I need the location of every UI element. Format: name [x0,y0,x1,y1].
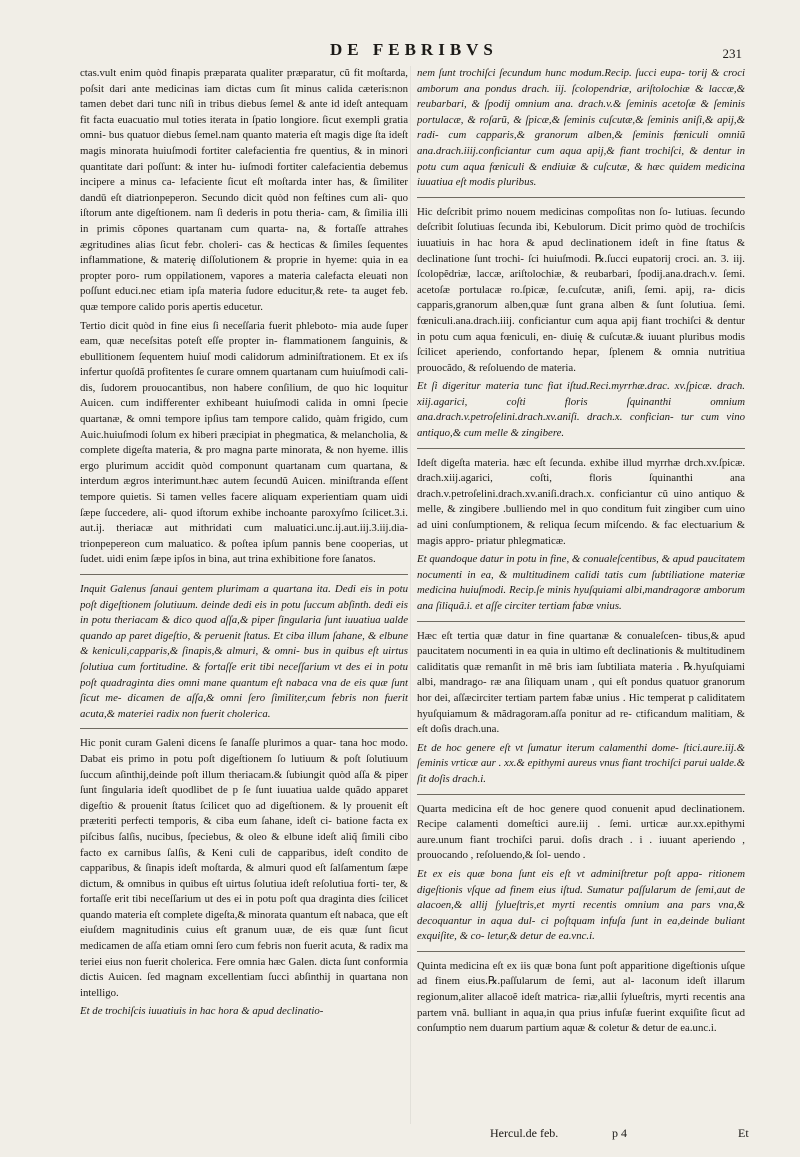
section-rule [417,951,745,952]
running-title: DE FEBRIBVS [330,40,498,59]
commentary-paragraph: ctas.vult enim quòd finapis præparata qualiter præparatur, cũ fit moſtarda, poſsit dari ante medicinas iam dictas cum ſit minus calida cæteris:non tamen debet dari tunc niſi in tribus diebus ſemel & ante id ideſt antequam fit facta euacuatio mul toties iterata in ſpatio longiore. ſicut exempli gratia omni- bus quatuor diebus ſemel.nam quanto materia eſt magis dige ſta ideſt magis minorata huiuſmodi fortiter calefacientia fre quentius, & in minori quantitate dari poſſunt: & inter hu- iuſmodi fortiter calefacientia debemus incipere a minus ca- lefaciente ſicut eſt moſtarda inter has, & ſimiliter dandū eſt diatrionpeperon. Secundo dicit quòd non feſtines cum ali- quo iſtorum ante digeſtionem. nam ſi dederis in potu theria- cam, & ſimilia illi in primis cõpones quartanam cum quarta- na, & fortaſſe attrahes ægritudines alias ſicut febr. choleri- cas & hecticas & ſimiles ſequentes inflammatione, & materię diſſolutionem & proprie in hyeme: quia in ea propter poro- rum oppilationem, vapores a materia calefacta eleuati non poſſunt educi.nec etiam ipſa materia ſudore educitur,& rete- ta auget feb. quæ tempore calido poris apertis educetur. [80,67,408,313]
catchword: Et [738,1126,749,1140]
page-number: 231 [722,46,742,61]
italic-quotation-paragraph: Et de trochiſcis iuuatiuis in hac hora & apud declinatio- [80,1005,324,1018]
commentary-paragraph: Hic deſcribit primo nouem medicinas compoſitas non ſo- lutiuas. ſecundo deſcribit ſolutiuas ſecunda ibi, Kebulorum. Dicit primo quòd de trochiſcis iuuatiuis in hac hora & apud declinationem ideſt in fine ſtatus & declinatione ſunt trochi- ſci huiuſmodi. ℞.ſucci eupatorij croci. an. 3. iij. ſcolopẽdriæ, laccæ, ariſtolochiæ, & reubarbari, ſpodij.ana.drach.v. ſemi. acetoſæ portulacæ ro.ſpicæ, ſe.cuſcutæ, aniſi, ſemi. apij, ra- dicis capparis,granorum alben,quæ ſunt grana alben & ſunt ſolutiua. ſemi. fœniculi.ana.drach.iiij. conficiantur cum aqua apij fiant trochiſci & dentur in potu cum aqua fœniculi, en- diuię & cuſcutæ.& iuuant pluribus modis ſcilicet aperiendo, confortando hepar, ſplenem & omnia nutritiua prouocãdo, & reſoluendo de materia. [417,205,745,374]
page-header [0,38,800,64]
section-rule [417,621,745,622]
commentary-paragraph: Quarta medicina eſt de hoc genere quod conuenit apud declinationem. Recipe calamenti domeſtici aure.iij . ſemi. urticæ aur.xx.epithymi aure.unum fiant trochiſci parui. doſis drach . i . iuuant aperiendo , prouocando , reſoluendo,& ſol- uendo . [417,802,745,862]
commentary-paragraph: Hæc eſt tertia quæ datur in fine quartanæ & conualeſcen- tibus,& apud paucitatem nocumenti in ea quia in ultimo eſt declinationis & multitudinem caliditatis quæ remanſit in mẽ bris iam ſubtiliata materia . ℞.hyuſquiami albi, mandrago- ræ ana ſiliquam unam , qui eſt pondus quatuor granorum hor dei, aſſæcirciter tertiam partem fabæ unius . Hic temperat p caliditatem hyuſquiamum & mãdragoram.aſſa ponitur ad re- ctificandum malitiam, & eſt doſis drach.una. [417,629,745,736]
italic-quotation-paragraph: Et ſi digeritur materia tunc fiat iſtud.Reci.myrrhæ.drac. xv.ſpicæ. drach. xiij.agarici, coſti floris ſquinanthi omnium ana.drach.v.petroſelini.drach.xv.aniſi. drach.x. confician- tur cum vino antiquo,& cum melle & zingibere. [417,380,745,440]
italic-quotation-paragraph: Et de hoc genere eſt vt ſumatur iterum calamenthi dome- ſtici.aure.iij.& ſeminis vrticæ aur . xx.& epithymi aureus vnus fiant trochiſci parui ualde.& ſit doſis drach.i. [417,741,745,785]
commentary-paragraph: Ideſt digeſta materia. hæc eſt ſecunda. exhibe illud myrrhæ drch.xv.ſpicæ. drach.xiij.agarici, coſti, floris ſquinanthi ana drach.v.petroſelini.drach.xv.aniſi.drach.x. conficiantur cũ uino antiquo & melle, & zingibere .bulliendo mel in quo conditum fuit zingiber cum uino ad uini conſumptionem, & reliqua ſecum miſcendo. & fac electuarium & magis appro- priatur phlegmaticæ. [417,456,745,547]
signature-mark: p 4 [612,1126,627,1140]
section-rule [80,728,408,729]
section-rule [417,794,745,795]
commentary-paragraph: Hic ponit curam Galeni dicens ſe ſanaſſe plurimos a quar- tana hoc modo. Dabat eis primo in potu poſt digeſtionem ſo lutiuum & poſt ſolutiuum ſuccum aſinthij,deinde poſt illum theriacam.& ſubiungit quòd aſſa & piper ſunt ſingularia ideſt quodlibet de p ſe ſunt iuuatiua ualde quãdo apparet digeſtio & prouenit ſtatus ſcilicet quo ad digeſtionem. & ly prouenit eſt præteriti perfecti temporis, & ciba eum ſahane, ideſt ci- batione facta ex piſcibus ſalſis, nucibus, ſpeciebus, & oleo & elbune ideſt aliq̃ ſimili cibo facto ex carnibus ſalſis, & Keni culi de capparibus, ideſt condito de capparibus, & ſinapis ideſt moſtarda, & almuri quod eſt ſalſamentum ſæpe dictum, & omnibus in quibus eſt uirtus ſolutiua ideſt reſolutiua forti- ter, & fortaſſe erit tibi neceſſarium ut des ei in potu poſt qua draginta dies ſcilicet quando materia eſt complete digeſta,& minorata quantum eſt nabaca, que eſt eiuſdem magnitudinis cuius eſt granum uuæ, de eis quæ ſunt ſicut medicamen de aſſa etiam omni ſero cum febris non fuerit acuta, & radix ma teriei eius non fuerit cholerica. Fere omnia hæc Galen. dicta ſunt conformia dictis Auicen. ſed magnam excellentiam ſucci abſinthij in quartana non intelligo. [80,737,408,999]
left-column [80,66,408,1124]
page-footer [0,1124,800,1146]
commentary-paragraph: Tertio dicit quòd in fine eius ſi neceſſaria fuerit phleboto- mia aude ſuper eam, quæ neceſsitas poteſt eſſe propter in- flammationem ſanguinis, & ebullitionem ſequentem huiuſ modi calidorum adminiſtrationem. Et ex iſs infertur quoſdã profitentes ſe curare omnem quartanam cum huiuſmodi cali- dis, ſudorem prouocantibus, non habere conſilium, de quo hic loquitur Auicen. cum indifferenter exhibeant huiuſmodi calida in omni ſpecie quartanæ, & omni tempore ipſius tam tempore calido, quàm frigido, cum Auic.huiuſmodi ſolum ex hiberi præcipiat in phegmatica, & melancholia, & complete digeſta materia, & pro magna parte minorata, & non hyeme. illis ergo plurimum accidit quòd componunt quartanam cum quartana, & interdum ægros interimunt.hæc autem ſecundũ Auicen. miniſtranda eſſent tempore quietis. Si tamen velles facere aliquam experientiam quam uidi ſæpe ſuccedere, ali- quod iſtorum exhibe inchoante paroxyſmo ſcilicet.3.i. aut.ij. theriacæ aut mithridati cum maluatici.unc.ij.aut.iij.3.iij.dia- trionpepereon cum maluatico. & poſtea ipſum pannis bene cooperias, ut ſudet. uidi enim ſæpe ipſos in bina, aut trina exhibitione fore ſanatos. [80,319,408,566]
italic-quotation-paragraph: Et quandoque datur in potu in fine, & conualeſcentibus, & apud paucitatem nocumenti in ea, & multitudinem calidi tatis cum ſubtiliatione materiæ medicina huiuſmodi. Recip.ſe minis hyuſquiami albi,mandragoræ amborum ana ſiliquã.i. et aſſe circiter tertiam fabæ vnius. [417,553,745,612]
italic-quotation-paragraph: nem ſunt trochiſci ſecundum hunc modum.Recip. ſucci eupa- torij & croci amborum ana pondus drach. iij. ſcolopendriæ, ariſtolochiæ & laccæ,& reubarbari, & ſpodij omnium ana. drach.v.& ſeminis acetoſæ & ſeminis portulacæ, & roſarũ, & ſpicæ,& ſeminis cuſcutæ,& ſeminis aniſi,& apij,& radi- cum capparis,& granorum alben,& ſeminis fœniculi omniũ ana.drach.iiij.conficiantur cum aqua apij,& fiant trochiſci, & dentur in potu cum aqua fœniculi & endiuiæ & cuſcutæ, & hæc quidem medicina iuuatiua eſt modis pluribus. [417,67,745,189]
italic-quotation-paragraph: Et ex eis quæ bona ſunt eis eſt vt adminiſtretur poſt appa- ritionem digeſtionis vſque ad finem eius iſtud. Sumatur paſſularum de ſemi,aut de alacoen,& allij ſylueſtris,et myrti recentis omnium ana pars vna,& decoquantur in aqua dul- ci poſtquam infuſa ſunt in ea,deinde buliant exquiſite, & co- letur,& detur de ea.vnc.i. [417,867,745,943]
section-rule [80,574,408,575]
section-rule [417,197,745,198]
section-rule [417,448,745,449]
right-column [417,66,745,1124]
commentary-paragraph: Quinta medicina eſt ex iis quæ bona ſunt poſt apparitione digeſtionis uſque ad finem eius.℞.paſſularum de ſemi, aut al- laconum ideſt illarum regionum,aliter allacoẽ ideſt matrica- riæ,allii ſylueſtris, myrti recentis ana partem vnã. bulliant in aqua,in qua prius infuſæ fuerint exquiſite ſicut ad conſumptio nem duarum partium aquæ & coletur & detur de ea.unc.i. [417,959,745,1035]
column-gutter [410,66,411,1124]
signature-text: Hercul.de feb. [490,1126,559,1140]
italic-quotation-paragraph: Inquit Galenus ſanaui gentem plurimam a quartana ita. Dedi eis in potu poſt digeſtionem ſolutiuum. deinde dedi eis in potu ſuccum abſinth. dedi eis in potu theriacam & dico quod aſſa,& piper ſingularia ſunt iuuatiua ualde quando ap paret digeſtio, & peruenit ſtatus. Et ciba illum ſahane, & elbune & keniculi,capparis,& ſinapis,& almuri, & omni- bus in quibus eſt uirtus ſolutiua cum fortitudine. & fortaſſe erit tibi neceſſarium vt des ei in potu poſt quadraginta dies omni mane quantum eſt nabaca vna de eis quæ ſunt ſicut me- dicamen de aſſa,& omni ſero ſimiliter,cum febris non fuerit acuta,& materiei radix non fuerit cholerica. [80,583,408,720]
